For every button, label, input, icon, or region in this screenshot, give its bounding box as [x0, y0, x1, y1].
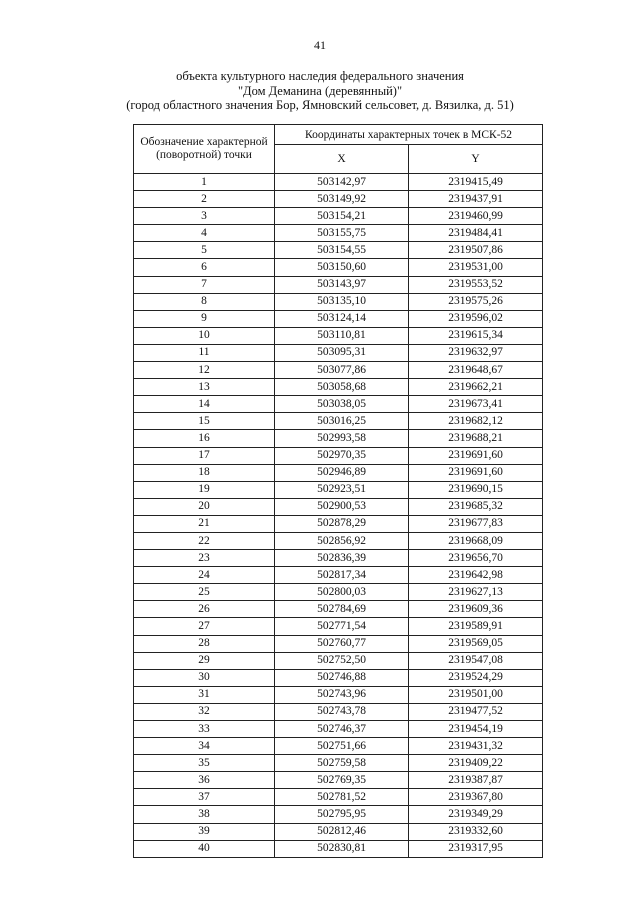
x-coordinate-cell: 502759,58: [275, 755, 409, 772]
point-number-cell: 6: [134, 259, 275, 276]
coordinates-table-header: [134, 125, 543, 174]
y-coordinate-cell: 2319677,83: [409, 515, 543, 532]
point-number-cell: 20: [134, 498, 275, 515]
y-coordinate-cell: 2319596,02: [409, 310, 543, 327]
y-coordinate-cell: 2319454,19: [409, 721, 543, 738]
table-row: [134, 584, 543, 601]
point-number-cell: 16: [134, 430, 275, 447]
point-number-cell: 19: [134, 481, 275, 498]
point-number-cell: 35: [134, 755, 275, 772]
y-coordinate-cell: 2319668,09: [409, 532, 543, 549]
table-row: [134, 413, 543, 430]
y-coordinate-cell: 2319460,99: [409, 208, 543, 225]
point-number-cell: 9: [134, 310, 275, 327]
table-row: [134, 652, 543, 669]
point-number-cell: 2: [134, 191, 275, 208]
x-coordinate-cell: 502743,96: [275, 686, 409, 703]
table-row: [134, 208, 543, 225]
point-number-cell: 18: [134, 464, 275, 481]
point-number-cell: 31: [134, 686, 275, 703]
point-number-cell: 4: [134, 225, 275, 242]
y-coordinate-cell: 2319553,52: [409, 276, 543, 293]
y-coordinate-cell: 2319507,86: [409, 242, 543, 259]
point-number-cell: 12: [134, 362, 275, 379]
x-coordinate-cell: 502746,88: [275, 669, 409, 686]
point-number-cell: 25: [134, 584, 275, 601]
x-coordinate-cell: 502812,46: [275, 823, 409, 840]
point-number-cell: 1: [134, 174, 275, 191]
x-coordinate-cell: 502946,89: [275, 464, 409, 481]
x-coordinate-cell: 502743,78: [275, 703, 409, 720]
table-row: [134, 721, 543, 738]
table-row: [134, 498, 543, 515]
x-coordinate-cell: 502760,77: [275, 635, 409, 652]
point-number-cell: 34: [134, 738, 275, 755]
y-coordinate-cell: 2319589,91: [409, 618, 543, 635]
x-coordinate-cell: 502970,35: [275, 447, 409, 464]
header-point-designation: Обозначение характерной (поворотной) точки: [134, 125, 275, 174]
x-coordinate-cell: 502900,53: [275, 498, 409, 515]
table-row: [134, 430, 543, 447]
table-row: [134, 703, 543, 720]
x-coordinate-cell: 503058,68: [275, 379, 409, 396]
table-row: [134, 259, 543, 276]
y-coordinate-cell: 2319685,32: [409, 498, 543, 515]
y-coordinate-cell: 2319673,41: [409, 396, 543, 413]
coordinates-table: [133, 124, 543, 858]
y-coordinate-cell: 2319531,00: [409, 259, 543, 276]
table-row: [134, 755, 543, 772]
y-coordinate-cell: 2319615,34: [409, 327, 543, 344]
header-row-top: [134, 125, 543, 145]
y-coordinate-cell: 2319691,60: [409, 464, 543, 481]
x-coordinate-cell: 503154,21: [275, 208, 409, 225]
x-coordinate-cell: 503154,55: [275, 242, 409, 259]
x-coordinate-cell: 503077,86: [275, 362, 409, 379]
x-coordinate-cell: 503124,14: [275, 310, 409, 327]
x-coordinate-cell: 503143,97: [275, 276, 409, 293]
point-number-cell: 15: [134, 413, 275, 430]
y-coordinate-cell: 2319682,12: [409, 413, 543, 430]
y-coordinate-cell: 2319575,26: [409, 293, 543, 310]
x-coordinate-cell: 502830,81: [275, 840, 409, 857]
x-coordinate-cell: 502878,29: [275, 515, 409, 532]
table-row: [134, 310, 543, 327]
y-coordinate-cell: 2319569,05: [409, 635, 543, 652]
y-coordinate-cell: 2319387,87: [409, 772, 543, 789]
y-coordinate-cell: 2319437,91: [409, 191, 543, 208]
y-coordinate-cell: 2319317,95: [409, 840, 543, 857]
y-coordinate-cell: 2319431,32: [409, 738, 543, 755]
point-number-cell: 32: [134, 703, 275, 720]
table-row: [134, 840, 543, 857]
table-row: [134, 738, 543, 755]
y-coordinate-cell: 2319656,70: [409, 550, 543, 567]
point-number-cell: 36: [134, 772, 275, 789]
table-row: [134, 362, 543, 379]
x-coordinate-cell: 503095,31: [275, 344, 409, 361]
y-coordinate-cell: 2319332,60: [409, 823, 543, 840]
x-coordinate-cell: 503016,25: [275, 413, 409, 430]
table-row: [134, 515, 543, 532]
page-number: 41: [314, 38, 326, 52]
y-coordinate-cell: 2319688,21: [409, 430, 543, 447]
table-row: [134, 635, 543, 652]
x-coordinate-cell: 502993,58: [275, 430, 409, 447]
x-coordinate-cell: 502752,50: [275, 652, 409, 669]
x-coordinate-cell: 502746,37: [275, 721, 409, 738]
x-coordinate-cell: 502769,35: [275, 772, 409, 789]
table-row: [134, 567, 543, 584]
point-number-cell: 10: [134, 327, 275, 344]
table-row: [134, 396, 543, 413]
coordinates-table-body: [134, 174, 543, 858]
y-coordinate-cell: 2319484,41: [409, 225, 543, 242]
table-row: [134, 772, 543, 789]
y-coordinate-cell: 2319632,97: [409, 344, 543, 361]
x-coordinate-cell: 502800,03: [275, 584, 409, 601]
x-coordinate-cell: 503142,97: [275, 174, 409, 191]
point-number-cell: 11: [134, 344, 275, 361]
x-coordinate-cell: 502836,39: [275, 550, 409, 567]
x-coordinate-cell: 502751,66: [275, 738, 409, 755]
x-coordinate-cell: 502795,95: [275, 806, 409, 823]
y-coordinate-cell: 2319409,22: [409, 755, 543, 772]
x-coordinate-cell: 502771,54: [275, 618, 409, 635]
x-coordinate-cell: 503135,10: [275, 293, 409, 310]
y-coordinate-cell: 2319691,60: [409, 447, 543, 464]
point-number-cell: 23: [134, 550, 275, 567]
table-row: [134, 481, 543, 498]
x-coordinate-cell: 502817,34: [275, 567, 409, 584]
y-coordinate-cell: 2319648,67: [409, 362, 543, 379]
point-number-cell: 14: [134, 396, 275, 413]
point-number-cell: 40: [134, 840, 275, 857]
point-number-cell: 8: [134, 293, 275, 310]
table-row: [134, 550, 543, 567]
point-number-cell: 3: [134, 208, 275, 225]
table-row: [134, 293, 543, 310]
x-coordinate-cell: 502856,92: [275, 532, 409, 549]
y-coordinate-cell: 2319477,52: [409, 703, 543, 720]
header-coordinates-msk52: Координаты характерных точек в МСК-52: [275, 125, 543, 145]
point-number-cell: 7: [134, 276, 275, 293]
x-coordinate-cell: 503155,75: [275, 225, 409, 242]
x-coordinate-cell: 503149,92: [275, 191, 409, 208]
table-row: [134, 618, 543, 635]
table-row: [134, 276, 543, 293]
x-coordinate-cell: 503038,05: [275, 396, 409, 413]
header-x: X: [275, 145, 409, 174]
y-coordinate-cell: 2319642,98: [409, 567, 543, 584]
point-number-cell: 29: [134, 652, 275, 669]
point-number-cell: 26: [134, 601, 275, 618]
table-row: [134, 379, 543, 396]
x-coordinate-cell: 502923,51: [275, 481, 409, 498]
y-coordinate-cell: 2319415,49: [409, 174, 543, 191]
point-number-cell: 13: [134, 379, 275, 396]
y-coordinate-cell: 2319501,00: [409, 686, 543, 703]
y-coordinate-cell: 2319367,80: [409, 789, 543, 806]
table-row: [134, 344, 543, 361]
table-row: [134, 669, 543, 686]
y-coordinate-cell: 2319627,13: [409, 584, 543, 601]
table-row: [134, 327, 543, 344]
heading-line-object-name: "Дом Деманина (деревянный)": [237, 83, 403, 98]
point-number-cell: 21: [134, 515, 275, 532]
point-number-cell: 27: [134, 618, 275, 635]
table-row: [134, 532, 543, 549]
y-coordinate-cell: 2319524,29: [409, 669, 543, 686]
y-coordinate-cell: 2319547,08: [409, 652, 543, 669]
point-number-cell: 39: [134, 823, 275, 840]
table-row: [134, 174, 543, 191]
table-row: [134, 242, 543, 259]
y-coordinate-cell: 2319662,21: [409, 379, 543, 396]
point-number-cell: 30: [134, 669, 275, 686]
point-number-cell: 38: [134, 806, 275, 823]
table-row: [134, 447, 543, 464]
y-coordinate-cell: 2319349,29: [409, 806, 543, 823]
x-coordinate-cell: 503110,81: [275, 327, 409, 344]
point-number-cell: 28: [134, 635, 275, 652]
x-coordinate-cell: 503150,60: [275, 259, 409, 276]
table-row: [134, 191, 543, 208]
point-number-cell: 37: [134, 789, 275, 806]
heading-line-object-type: объекта культурного наследия федерального значения: [176, 69, 464, 83]
table-row: [134, 806, 543, 823]
y-coordinate-cell: 2319609,36: [409, 601, 543, 618]
table-row: [134, 601, 543, 618]
table-row: [134, 225, 543, 242]
point-number-cell: 17: [134, 447, 275, 464]
document-heading: [0, 69, 640, 113]
point-number-cell: 24: [134, 567, 275, 584]
y-coordinate-cell: 2319690,15: [409, 481, 543, 498]
header-y: Y: [409, 145, 543, 174]
point-number-cell: 22: [134, 532, 275, 549]
x-coordinate-cell: 502781,52: [275, 789, 409, 806]
x-coordinate-cell: 502784,69: [275, 601, 409, 618]
table-row: [134, 823, 543, 840]
point-number-cell: 5: [134, 242, 275, 259]
table-row: [134, 464, 543, 481]
point-number-cell: 33: [134, 721, 275, 738]
heading-line-address: (город областного значения Бор, Ямновский сельсовет, д. Вязилка, д. 51): [126, 98, 514, 112]
table-row: [134, 789, 543, 806]
table-row: [134, 686, 543, 703]
